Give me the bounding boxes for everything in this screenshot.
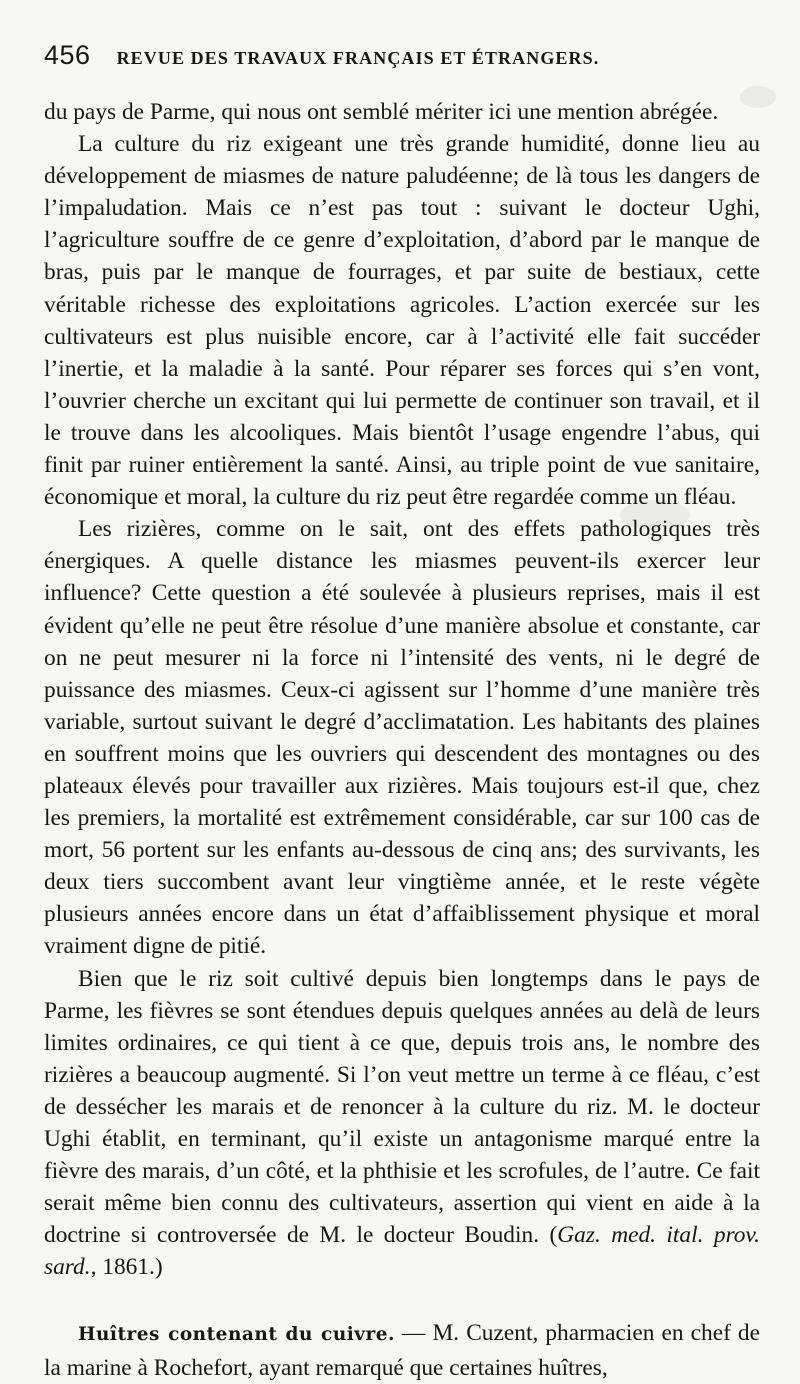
citation-close: , 1861.): [90, 1254, 163, 1281]
page-number: 456: [44, 40, 91, 70]
section-oysters: [44, 1317, 760, 1383]
paragraph-rice-culture: La culture du riz exigeant une très grande humidité, donne lieu au développement de miasmes de nature paludéenne; de là tous les dangers de l’impaludation. Mais ce n’est pas tout : suivant le docteur Ughi, l’agriculture souffre de ce genre d’exploitation, d’abord par le manque de bras, puis par le manque de fourrages, et par suite de bestiaux, cette véritable richesse des exploitations agricoles. L’action exercée sur les cultivateurs est plus nuisible encore, car à l’activité elle fait succéder l’inertie, et la maladie à la santé. Pour réparer ses forces qui s’en vont, l’ouvrier cherche un excitant qui lui permette de continuer son travail, et il le trouve dans les alcooliques. Mais bientôt l’usage engendre l’abus, qui finit par ruiner entièrement la santé. Ainsi, au triple point de vue sanitaire, économique et moral, la culture du riz peut être regardée comme un fléau.: [44, 131, 760, 511]
section-text: — M. Cuzent, pharmacien en chef de la marine à Rochefort, ayant remarqué que certaines huîtres,: [44, 1320, 760, 1381]
page-header: [44, 40, 760, 96]
body-text: [44, 96, 760, 1384]
paragraph-continued: du pays de Parme, qui nous ont semblé mériter ici une mention abrégée.: [44, 99, 719, 125]
section-gap: [44, 1283, 760, 1317]
paragraph-parma-fevers-text: Bien que le riz soit cultivé depuis bien longtemps dans le pays de Parme, les fièvres se sont étendues depuis quelques années au delà de leurs limites ordinaires, ce qui tient à ce que, depuis trois ans, le nombre des rizières a beaucoup augmenté. Si l’on veut mettre un terme à ce fléau, c’est de dessécher les marais et de renoncer à la culture du riz. M. le docteur Ughi établit, en terminant, qu’il existe un antagonisme marqué entre la fièvre des marais, d’un côté, et la phthisie et les scrofules, de l’autre. Ce fait serait même bien connu des cultivateurs, assertion qui vient en aide à la doctrine si controversée de M. le docteur Boudin.: [44, 965, 760, 1249]
paper-stain: [740, 86, 776, 108]
citation-journal: Gaz. med. ital. prov. sard.: [44, 1222, 760, 1281]
paragraph-parma-fevers: [44, 963, 760, 1284]
paper-stain: [620, 500, 690, 530]
section-title: Huîtres contenant du cuivre.: [78, 1324, 396, 1346]
paragraph-rice-fields-miasmas: Les rizières, comme on le sait, ont des effets pathologiques très énergiques. A quelle distance les miasmes peuvent-ils exercer leur influence? Cette question a été soulevée à plusieurs reprises, mais il est évident qu’elle ne peut être résolue d’une manière absolue et constante, car on ne peut mesurer ni la force ni l’intensité des vents, ni le degré de puissance des miasmes. Ceux-ci agissent sur l’homme d’une manière très variable, surtout suivant le degré d’acclimatation. Les habitants des plaines en souffrent moins que les ouvriers qui descendent des montagnes ou des plateaux élevés pour travailler aux rizières. Mais toujours est-il que, chez les premiers, la mortalité est extrêmement considérable, car sur 100 cas de mort, 56 portent sur les enfants au-dessous de cinq ans; des survivants, les deux tiers succombent avant leur vingtième année, et le reste végète plusieurs années encore dans un état d’affaiblissement physique et moral vraiment digne de pitié.: [44, 516, 760, 960]
running-head: REVUE DES TRAVAUX FRANÇAIS ET ÉTRANGERS.: [116, 48, 600, 68]
citation-open: (: [539, 1222, 558, 1249]
